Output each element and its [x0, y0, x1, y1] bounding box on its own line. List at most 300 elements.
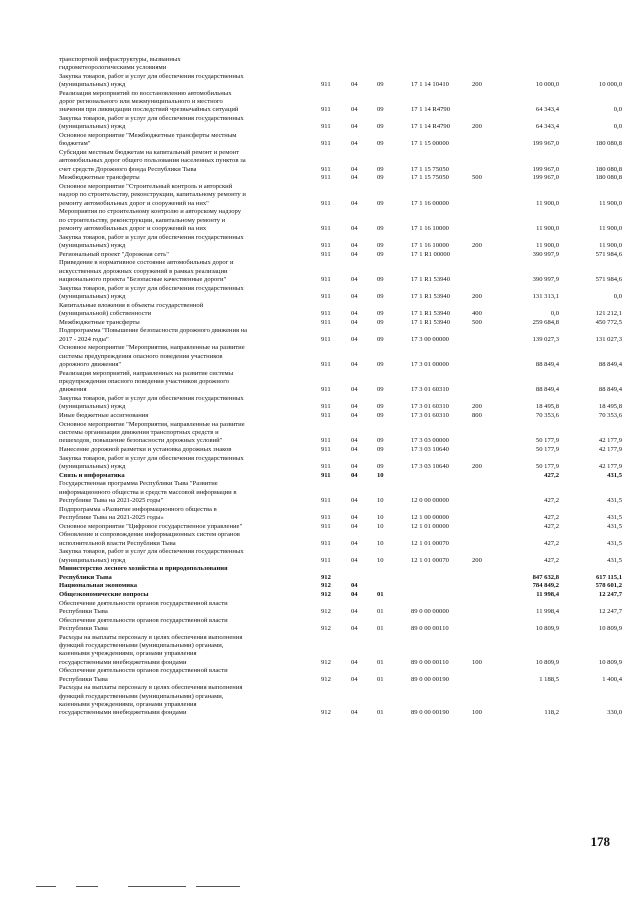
description-line: гидрометеорологическими условиями [59, 64, 167, 72]
row-description [59, 319, 301, 327]
row-description [59, 132, 301, 148]
description-line: (муниципальных) нужд [59, 292, 126, 300]
description-line: Основное мероприятие "Межбюджетные трансферты местным [59, 132, 237, 140]
description-line: Закупка товаров, работ и услуг для обеспечения государственных [59, 284, 244, 292]
description-line: надзор по строительству, реконструкции, капитальному ремонту и [59, 191, 246, 199]
description-line: Закупка товаров, работ и услуг для обеспечения государственных [59, 73, 244, 80]
cell-g: 571 984,6 [595, 250, 622, 258]
cell-a: 912 [321, 573, 331, 581]
cell-g: 11 900,0 [599, 199, 622, 207]
description-line: искусственных дорожных сооружений в рамках реализации [59, 267, 228, 275]
cell-b: 04 [351, 140, 358, 148]
cell-a: 912 [321, 625, 331, 633]
cell-f: 88 849,4 [535, 386, 559, 393]
cell-g: 11 900,0 [599, 224, 622, 232]
cell-f: 427,2 [544, 513, 559, 521]
cell-a: 912 [321, 608, 331, 616]
description-line: (муниципальных) нужд [59, 462, 126, 470]
cell-a: 911 [321, 496, 331, 504]
cell-f: 10 809,9 [535, 625, 559, 633]
cell-e: 500 [472, 174, 482, 182]
cell-b: 04 [351, 411, 358, 419]
cell-d: 89 0 00 00110 [411, 625, 449, 633]
cell-a: 911 [321, 437, 331, 444]
cell-a: 911 [321, 250, 331, 258]
cell-a: 912 [321, 709, 331, 716]
cell-c: 10 [377, 539, 384, 547]
cell-b: 04 [351, 292, 358, 300]
description-line: Республики Тыва [59, 675, 108, 683]
description-line: автомобильных дорог общего пользования населенных пунктов за [59, 157, 246, 165]
cell-e: 500 [472, 318, 482, 326]
description-line: предупреждения опасного поведения участников дорожного [59, 377, 230, 385]
cell-c: 10 [377, 556, 384, 564]
row-description [59, 684, 301, 717]
cell-a: 911 [321, 471, 331, 479]
cell-c: 10 [377, 496, 384, 504]
description-line: Капитальные вложения в объекты государственной [59, 301, 204, 309]
description-line: Основное мероприятие "Строительный контроль и авторский [59, 183, 233, 191]
description-line: (муниципальных) нужд [59, 403, 126, 410]
description-line: Основное мероприятие "Цифровое государственное управление" [59, 522, 243, 530]
cell-d: 17 3 01 60310 [411, 403, 449, 410]
cell-d: 17 3 03 10640 [411, 445, 449, 453]
description-line: Министерство лесного хозяйства и природопользования [59, 565, 228, 573]
row-description [59, 617, 301, 633]
cell-c: 01 [377, 709, 384, 716]
cell-d: 89 0 00 00110 [411, 658, 449, 666]
cell-b: 04 [351, 106, 358, 114]
cell-a: 911 [321, 335, 331, 343]
cell-f: 390 997,9 [532, 275, 559, 283]
cell-d: 17 1 R1 53940 [411, 275, 451, 283]
cell-f: 427,2 [544, 522, 559, 530]
cell-d: 17 3 01 00000 [411, 360, 449, 368]
description-line: по строительству, реконструкции, капитальному ремонту и [59, 216, 226, 224]
cell-a: 911 [321, 292, 331, 300]
cell-g: 180 080,8 [595, 165, 622, 173]
description-line: 2017 - 2024 годы" [59, 335, 109, 343]
description-line: ремонту автомобильных дорог и сооружений на них [59, 224, 207, 232]
row-description [59, 421, 301, 446]
cell-g: 42 177,9 [598, 462, 622, 470]
cell-f: 11 900,0 [536, 224, 559, 232]
description-line: Обновление и сопровождение информационных систем органов [59, 531, 240, 539]
cell-b: 04 [351, 360, 358, 368]
description-line: Межбюджетные трансферты [59, 318, 140, 326]
cell-c: 09 [377, 275, 384, 283]
row-description [59, 208, 301, 233]
cell-e: 200 [472, 556, 482, 564]
row-description [59, 344, 301, 369]
row-description [59, 90, 301, 115]
cell-a: 912 [321, 591, 331, 599]
cell-g: 330,0 [607, 709, 622, 716]
cell-d: 17 1 16 10000 [411, 224, 449, 232]
cell-b: 04 [351, 174, 358, 182]
cell-f: 18 495,8 [535, 403, 559, 410]
cell-f: 199 967,0 [532, 174, 559, 182]
cell-a: 912 [321, 658, 331, 666]
description-line: Мероприятия по строительному контролю и авторскому надзору [59, 208, 241, 216]
cell-f: 427,2 [544, 539, 559, 547]
cell-a: 911 [321, 403, 331, 410]
description-line: Обеспечение деятельности органов государственной власти [59, 617, 228, 624]
cell-c: 09 [377, 386, 384, 393]
cell-d: 17 1 R1 53940 [411, 292, 451, 300]
cell-g: 12 247,7 [598, 591, 622, 599]
cell-a: 911 [321, 462, 331, 470]
cell-e: 200 [472, 81, 482, 89]
cell-d: 17 3 03 10640 [411, 462, 449, 470]
cell-b: 04 [351, 403, 358, 410]
row-description [59, 259, 301, 284]
description-line: Национальная экономика [59, 582, 138, 590]
cell-g: 42 177,9 [598, 445, 622, 453]
description-line: Иные бюджетные ассигнования [59, 411, 149, 419]
row-description [59, 370, 301, 395]
row-description [59, 591, 301, 599]
cell-d: 12 1 01 00000 [411, 522, 449, 530]
footer-rule [36, 886, 56, 887]
cell-b: 04 [351, 556, 358, 564]
row-description [59, 506, 301, 522]
cell-f: 427,2 [544, 556, 559, 564]
cell-d: 89 0 00 00190 [411, 675, 449, 683]
cell-c: 09 [377, 292, 384, 300]
cell-f: 10 809,9 [535, 658, 559, 666]
description-line: Основное мероприятие "Мероприятия, направленные на развитие [59, 344, 245, 352]
cell-b: 04 [351, 241, 358, 249]
cell-d: 17 3 03 00000 [411, 437, 449, 444]
description-line: Общеэкономические вопросы [59, 591, 149, 599]
row-description [59, 455, 301, 471]
cell-b: 04 [351, 437, 358, 444]
cell-f: 0,0 [550, 309, 559, 317]
cell-f: 50 177,9 [535, 437, 559, 444]
cell-f: 1 188,5 [539, 675, 559, 683]
cell-c: 09 [377, 241, 384, 249]
cell-g: 88 849,4 [598, 360, 622, 368]
cell-g: 431,5 [607, 513, 622, 521]
cell-g: 10 809,9 [598, 658, 622, 666]
cell-b: 04 [351, 224, 358, 232]
cell-e: 200 [472, 403, 482, 410]
cell-d: 12 0 00 00000 [411, 496, 449, 504]
cell-g: 12 247,7 [598, 608, 622, 616]
footer-rule [128, 886, 186, 887]
description-line: информационного общества и средств массовой информации в [59, 488, 237, 496]
cell-b: 04 [351, 445, 358, 453]
description-line: пешеходов, повышение безопасности дорожных условий" [59, 437, 223, 444]
cell-a: 911 [321, 224, 331, 232]
cell-d: 17 3 00 00000 [411, 335, 449, 343]
description-line: дорожного движения" [59, 360, 122, 368]
row-description [59, 56, 301, 72]
cell-a: 911 [321, 386, 331, 393]
cell-c: 09 [377, 81, 384, 89]
cell-g: 431,5 [607, 539, 622, 547]
cell-d: 17 1 R1 00000 [411, 250, 451, 258]
cell-g: 10 809,9 [598, 625, 622, 633]
description-line: системы организации движения транспортных средств и [59, 428, 219, 436]
cell-e: 200 [472, 462, 482, 470]
cell-d: 89 0 00 00000 [411, 608, 449, 616]
description-line: Приведение в нормативное состояние автомобильных дорог и [59, 259, 234, 267]
cell-f: 139 027,3 [532, 335, 559, 343]
description-line: Закупка товаров, работ и услуг для обеспечения государственных [59, 233, 244, 241]
cell-c: 09 [377, 224, 384, 232]
cell-b: 04 [351, 250, 358, 258]
cell-c: 09 [377, 140, 384, 148]
cell-a: 911 [321, 522, 331, 530]
cell-b: 04 [351, 591, 358, 599]
cell-g: 617 115,1 [595, 573, 622, 581]
description-line: Расходы на выплаты персоналу в целях обеспечения выполнения [59, 684, 243, 692]
row-description [59, 183, 301, 208]
cell-b: 04 [351, 709, 358, 716]
description-line: движения [59, 386, 87, 393]
row-description [59, 149, 301, 174]
cell-b: 04 [351, 658, 358, 666]
row-description [59, 523, 301, 531]
description-line: функций государственными (муниципальными) органами, [59, 692, 224, 700]
cell-g: 431,5 [607, 556, 622, 564]
row-description [59, 600, 301, 616]
cell-b: 04 [351, 608, 358, 616]
description-line: государственными внебюджетными фондами [59, 709, 187, 716]
description-line: Закупка товаров, работ и услуг для обеспечения государственных [59, 115, 244, 123]
row-description [59, 395, 301, 411]
description-line: Республике Тыва на 2021-2025 годы» [59, 513, 164, 521]
cell-g: 578 601,2 [595, 582, 622, 590]
cell-c: 10 [377, 513, 384, 521]
description-line: счет средств Дорожного фонда Республики Тыва [59, 165, 197, 173]
cell-a: 911 [321, 411, 331, 419]
row-description [59, 548, 301, 564]
cell-a: 911 [321, 165, 331, 173]
cell-g: 180 080,8 [595, 174, 622, 182]
cell-b: 04 [351, 165, 358, 173]
cell-b: 04 [351, 539, 358, 547]
cell-g: 431,5 [607, 496, 622, 504]
cell-f: 10 000,0 [535, 81, 559, 89]
cell-f: 784 849,2 [532, 582, 559, 590]
row-description [59, 634, 301, 667]
cell-d: 17 1 16 10000 [411, 241, 449, 249]
cell-f: 64 343,4 [535, 123, 559, 131]
description-line: казенными учреждениями, органами управления [59, 650, 197, 658]
cell-a: 911 [321, 360, 331, 368]
row-description [59, 480, 301, 505]
cell-g: 0,0 [613, 106, 622, 114]
cell-f: 427,2 [544, 471, 559, 479]
description-line: Межбюджетные трансферты [59, 174, 140, 182]
cell-e: 100 [472, 709, 482, 716]
cell-d: 12 1 01 00070 [411, 556, 449, 564]
page-number: 178 [590, 834, 610, 849]
description-line: (муниципальных) нужд [59, 81, 126, 89]
cell-f: 11 900,0 [536, 241, 559, 249]
cell-g: 10 000,0 [598, 81, 622, 89]
description-line: ремонту автомобильных дорог и сооружений на них" [59, 199, 209, 207]
cell-a: 911 [321, 241, 331, 249]
row-description [59, 73, 301, 89]
description-line: функций государственными (муниципальными) органами, [59, 642, 224, 650]
cell-d: 17 1 16 00000 [411, 199, 449, 207]
cell-g: 0,0 [613, 292, 622, 300]
description-line: казенными учреждениями, органами управления [59, 700, 197, 708]
description-line: Республики Тыва [59, 573, 112, 581]
description-line: (муниципальной) собственности [59, 309, 152, 317]
cell-a: 911 [321, 318, 331, 326]
cell-a: 911 [321, 513, 331, 521]
row-description [59, 327, 301, 343]
description-line: значения при ликвидации последствий чрезвычайных ситуаций [59, 106, 239, 114]
row-description [59, 285, 301, 301]
cell-c: 09 [377, 360, 384, 368]
cell-c: 01 [377, 675, 384, 683]
cell-c: 09 [377, 309, 384, 317]
cell-f: 64 343,4 [535, 106, 559, 114]
cell-a: 911 [321, 140, 331, 148]
description-line: Расходы на выплаты персоналу в целях обеспечения выполнения [59, 634, 243, 641]
cell-c: 09 [377, 318, 384, 326]
cell-g: 42 177,9 [598, 437, 622, 444]
cell-e: 200 [472, 292, 482, 300]
cell-f: 427,2 [544, 496, 559, 504]
cell-f: 847 632,8 [532, 573, 559, 581]
description-line: Республики Тыва [59, 625, 108, 633]
cell-d: 17 1 14 R4790 [411, 123, 451, 131]
cell-d: 17 3 01 60310 [411, 411, 449, 419]
cell-b: 04 [351, 513, 358, 521]
cell-f: 11 998,4 [536, 608, 559, 616]
cell-g: 70 353,6 [598, 411, 622, 419]
cell-a: 911 [321, 275, 331, 283]
description-line: Обеспечение деятельности органов государственной власти [59, 600, 228, 607]
cell-c: 09 [377, 462, 384, 470]
description-line: Нанесение дорожной разметки и установка дорожных знаков [59, 445, 232, 453]
cell-b: 04 [351, 81, 358, 89]
description-line: системы предупреждения опасного поведения участников [59, 352, 223, 360]
cell-f: 11 900,0 [536, 199, 559, 207]
description-line: (муниципальных) нужд [59, 123, 126, 131]
cell-e: 200 [472, 241, 482, 249]
description-line: Обеспечение деятельности органов государственной власти [59, 667, 228, 675]
cell-c: 09 [377, 199, 384, 207]
description-line: бюджетам" [59, 140, 91, 148]
cell-d: 17 1 15 75050 [411, 174, 449, 182]
cell-b: 04 [351, 335, 358, 343]
cell-a: 911 [321, 174, 331, 182]
cell-b: 04 [351, 462, 358, 470]
cell-a: 911 [321, 445, 331, 453]
cell-g: 431,5 [607, 522, 622, 530]
cell-f: 50 177,9 [535, 445, 559, 453]
cell-f: 118,2 [544, 709, 559, 716]
description-line: Государственная программа Республики Тыва "Развитие [59, 480, 218, 488]
description-line: Закупка товаров, работ и услуг для обеспечения государственных [59, 548, 244, 556]
row-description [59, 234, 301, 250]
cell-g: 11 900,0 [599, 241, 622, 249]
cell-a: 911 [321, 309, 331, 317]
cell-b: 04 [351, 318, 358, 326]
cell-d: 17 1 14 R4790 [411, 106, 451, 114]
cell-e: 100 [472, 658, 482, 666]
cell-f: 259 684,8 [532, 318, 559, 326]
row-description [59, 174, 301, 182]
row-description [59, 531, 301, 547]
cell-d: 17 1 14 10410 [411, 81, 449, 89]
description-line: Реализация мероприятий, направленных на развитие системы [59, 369, 234, 377]
cell-g: 88 849,4 [598, 386, 622, 393]
cell-a: 912 [321, 675, 331, 683]
row-description [59, 412, 301, 420]
cell-f: 11 998,4 [536, 591, 559, 599]
description-line: Региональный проект "Дорожная сеть" [59, 250, 169, 258]
cell-g: 180 080,8 [595, 140, 622, 148]
description-line: Закупка товаров, работ и услуг для обеспечения государственных [59, 394, 244, 402]
cell-f: 390 997,9 [532, 250, 559, 258]
row-description [59, 446, 301, 454]
cell-g: 18 495,8 [598, 403, 622, 410]
cell-c: 01 [377, 658, 384, 666]
description-line: Закупка товаров, работ и услуг для обеспечения государственных [59, 454, 244, 462]
cell-c: 09 [377, 437, 384, 444]
cell-g: 431,5 [607, 471, 622, 479]
cell-c: 09 [377, 250, 384, 258]
row-description [59, 115, 301, 131]
cell-b: 04 [351, 582, 358, 590]
cell-b: 04 [351, 522, 358, 530]
cell-b: 04 [351, 471, 358, 479]
cell-b: 04 [351, 625, 358, 633]
row-description [59, 251, 301, 259]
footer-rule [196, 886, 240, 887]
cell-d: 89 0 00 00190 [411, 709, 449, 716]
cell-f: 131 313,1 [532, 292, 559, 300]
cell-g: 131 027,3 [595, 335, 622, 343]
cell-d: 17 1 15 00000 [411, 140, 449, 148]
cell-c: 09 [377, 403, 384, 410]
description-line: Реализация мероприятий по восстановлению автомобильных [59, 90, 232, 97]
cell-f: 199 967,0 [532, 140, 559, 148]
description-line: транспортной инфраструктуры, вызванных [59, 56, 181, 63]
row-description [59, 582, 301, 590]
cell-b: 04 [351, 199, 358, 207]
cell-c: 09 [377, 123, 384, 131]
cell-f: 88 849,4 [535, 360, 559, 368]
cell-g: 121 212,1 [595, 309, 622, 317]
cell-b: 04 [351, 123, 358, 131]
row-description [59, 667, 301, 683]
cell-a: 911 [321, 539, 331, 547]
description-line: Субсидии местным бюджетам на капитальный ремонт и ремонт [59, 149, 240, 157]
cell-g: 0,0 [613, 123, 622, 131]
cell-d: 17 1 R1 53940 [411, 318, 451, 326]
description-line: исполнительной власти Республики Тыва [59, 539, 176, 547]
footer-rule [76, 886, 98, 887]
description-line: Основное мероприятие "Мероприятия, направленные на развитие [59, 420, 245, 428]
cell-c: 01 [377, 625, 384, 633]
cell-b: 04 [351, 496, 358, 504]
cell-c: 01 [377, 591, 384, 599]
cell-c: 09 [377, 335, 384, 343]
cell-d: 17 1 R1 53940 [411, 309, 451, 317]
description-line: (муниципальных) нужд [59, 241, 126, 249]
cell-c: 09 [377, 445, 384, 453]
